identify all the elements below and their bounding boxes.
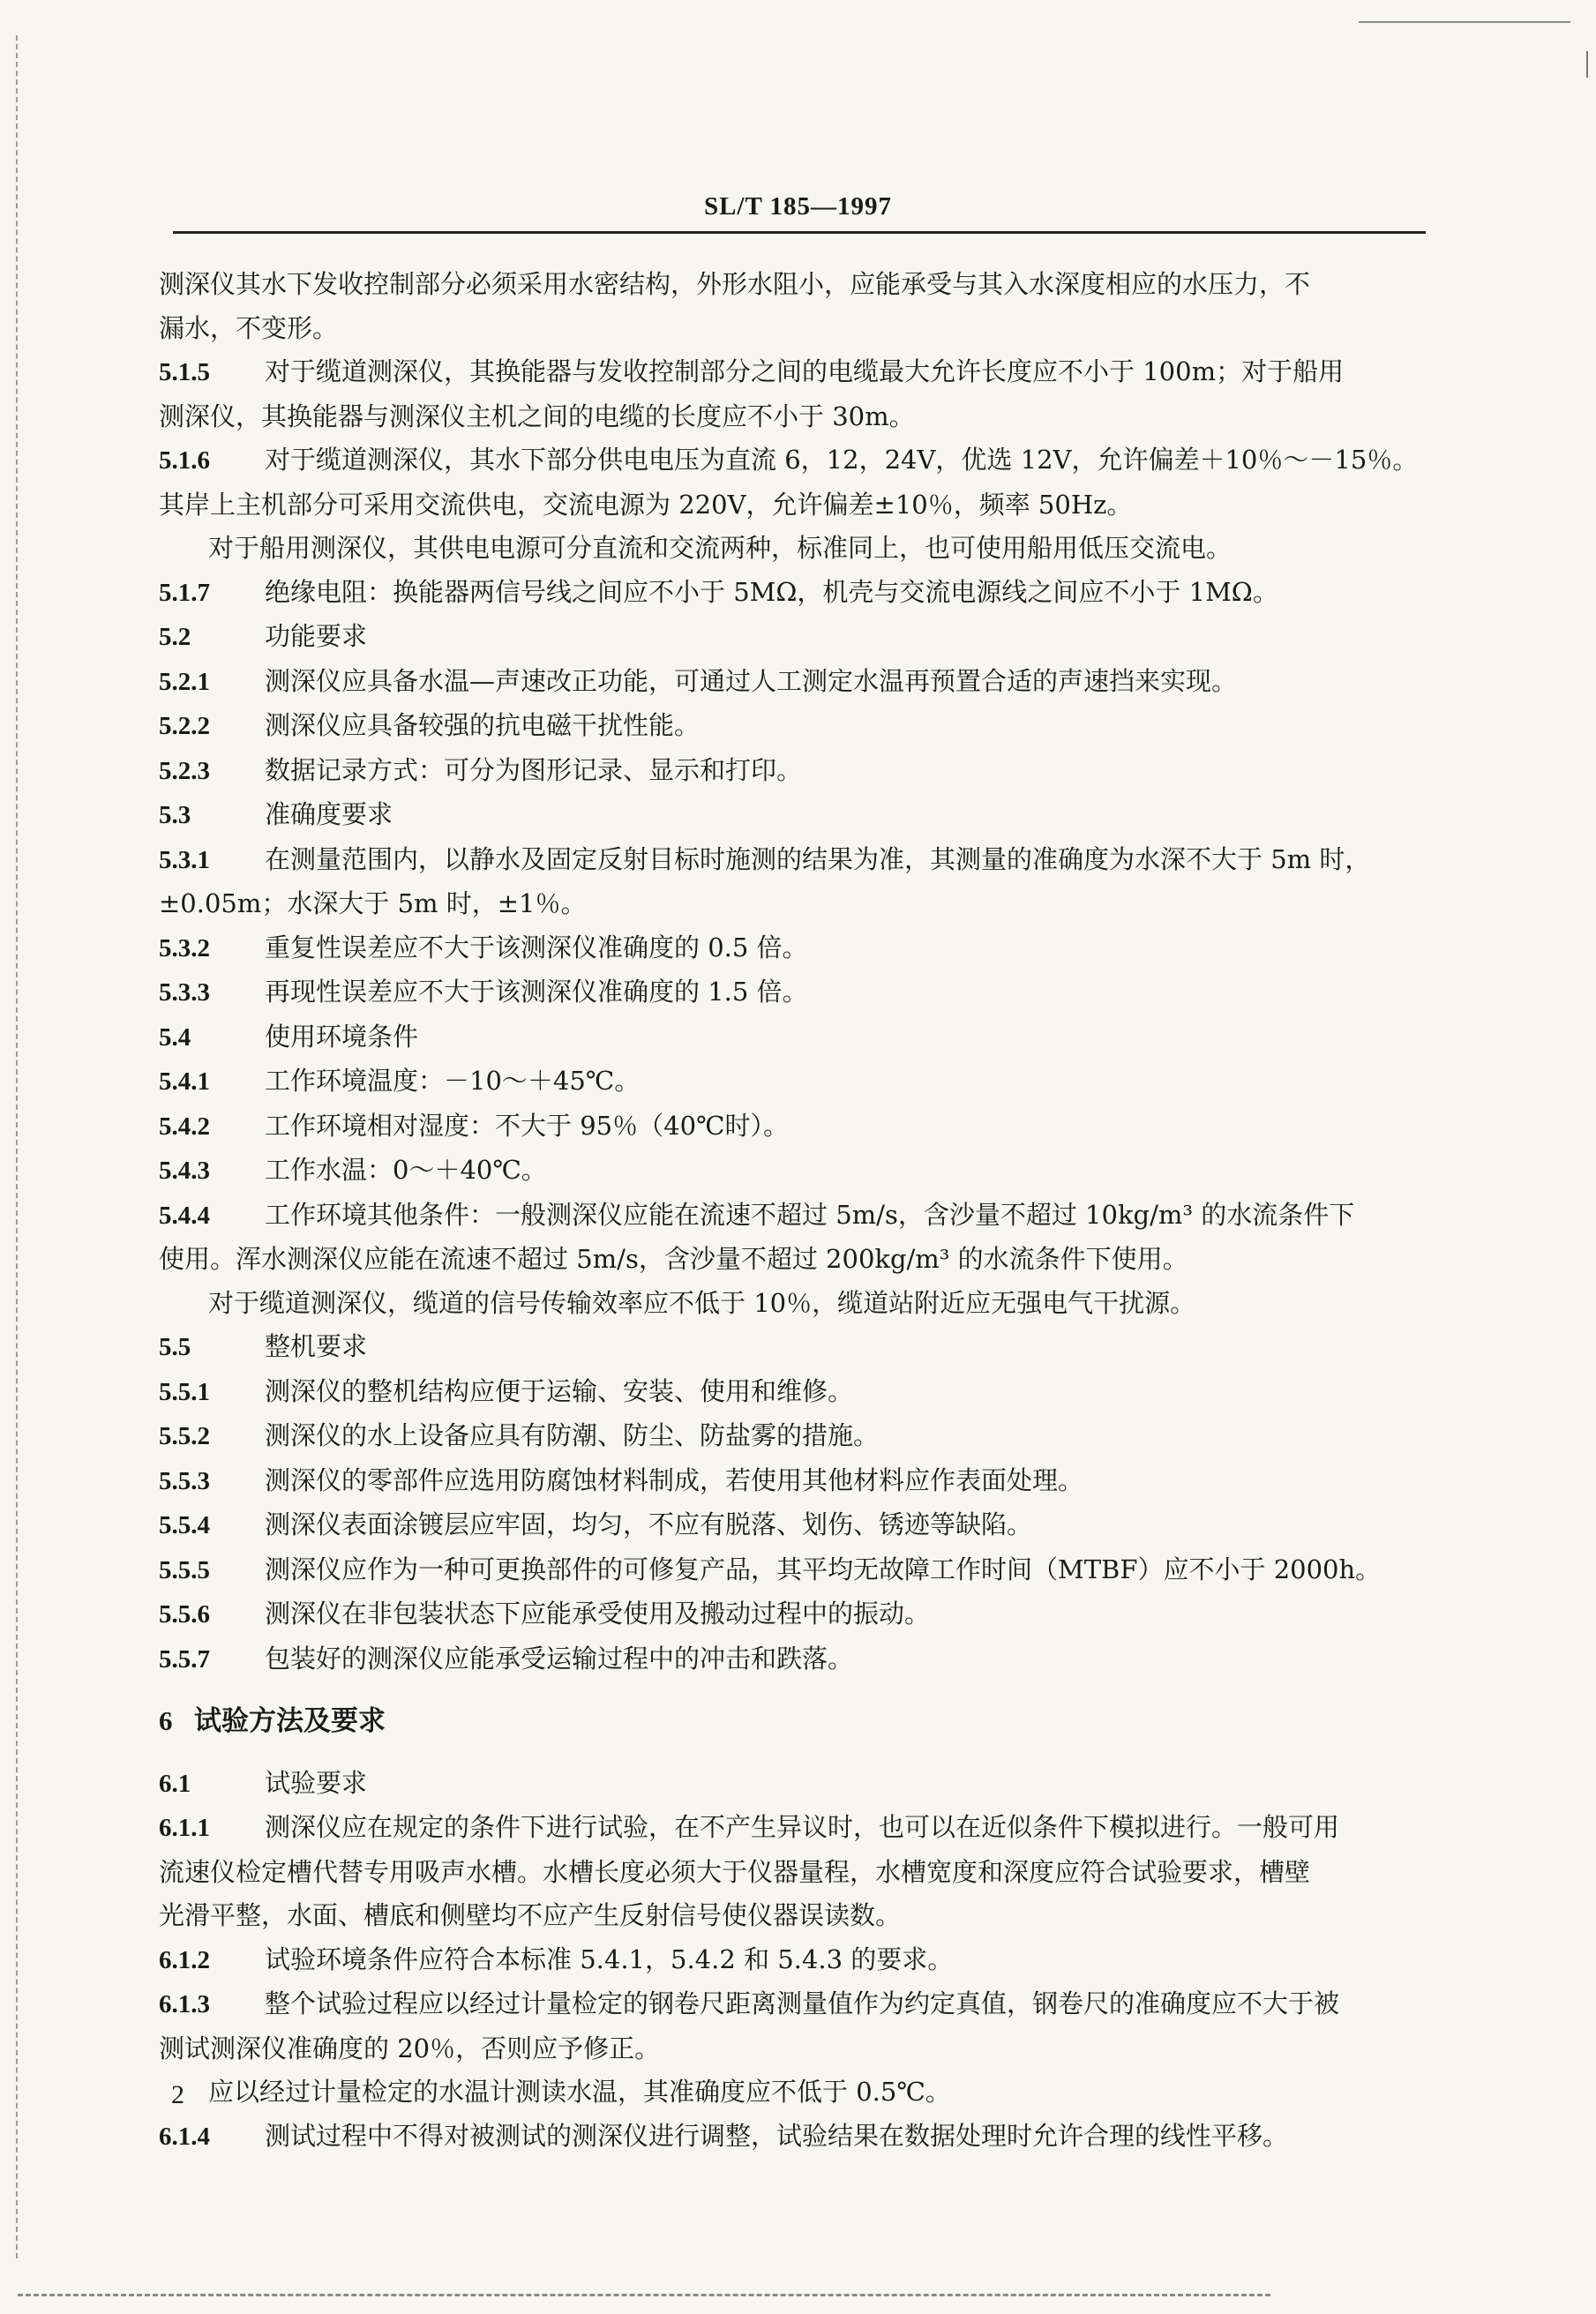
- clause-text: 对于船用测深仪，其供电电源可分直流和交流两种，标准同上，也可使用船用低压交流电。: [208, 533, 1233, 563]
- clause-text: 数据记录方式：可分为图形记录、显示和打印。: [265, 754, 803, 785]
- scan-mark-right: [1586, 51, 1588, 78]
- scan-edge-top: [1359, 21, 1570, 23]
- clause-number: 5.5.7: [159, 1644, 210, 1674]
- clause-text: 工作水温：0～＋40℃。: [265, 1155, 547, 1185]
- clause-number: 5.3: [159, 801, 191, 829]
- clause-line: [159, 1325, 1438, 1370]
- text-line: [159, 1282, 1438, 1326]
- clause-text: 测深仪表面涂镀层应牢固，均匀，不应有脱落、划伤、锈迹等缺陷。: [265, 1509, 1033, 1539]
- clause-line: [159, 1105, 1438, 1150]
- clause-line: [159, 1592, 1438, 1637]
- clause-text: 包装好的测深仪应能承受运输过程中的冲击和跌落。: [265, 1643, 854, 1674]
- clause-text: 测试测深仪准确度的 20％，否则应予修正。: [159, 2033, 661, 2063]
- clause-text: 整机要求: [265, 1331, 368, 1361]
- clause-number: 5.5.1: [159, 1377, 210, 1406]
- clause-line: [159, 2115, 1438, 2160]
- clause-number: 5.5.3: [159, 1466, 210, 1495]
- page-number: 2: [171, 2080, 184, 2109]
- clause-text: 测深仪应具备水温—声速改正功能，可通过人工测定水温再预置合适的声速挡来实现。: [265, 665, 1238, 696]
- clause-number: 5.4.1: [159, 1067, 210, 1096]
- clause-number: 5.3.3: [159, 978, 210, 1007]
- text-line: [159, 263, 1438, 307]
- text-line: [159, 1851, 1438, 1895]
- clause-text: 工作环境其他条件：一般测深仪应能在流速不超过 5m/s，含沙量不超过 10kg/m³ 的水流条件下: [265, 1199, 1355, 1230]
- clause-text: 光滑平整，水面、槽底和侧壁均不应产生反射信号使仪器误读数。: [159, 1900, 902, 1930]
- text-line: [159, 882, 1438, 926]
- clause-text: ±0.05m；水深大于 5m 时，±1％。: [159, 888, 587, 918]
- clause-text: 对于缆道测深仪，其换能器与发收控制部分之间的电缆最大允许长度应不小于 100m；对于船用: [265, 356, 1345, 386]
- clause-line: [159, 438, 1438, 483]
- clause-line: [159, 1806, 1438, 1851]
- clause-text: 测深仪应作为一种可更换部件的可修复产品，其平均无故障工作时间（MTBF）应不小于 2000h。: [265, 1554, 1382, 1584]
- section-6-clauses: [159, 1762, 1438, 2160]
- clause-line: [159, 660, 1438, 705]
- clause-text: 测深仪应在规定的条件下进行试验，在不产生异议时，也可以在近似条件下模拟进行。一般可用: [265, 1812, 1340, 1842]
- text-line: [159, 2071, 1438, 2115]
- clause-text: 准确度要求: [265, 799, 393, 829]
- text-line: [159, 395, 1438, 439]
- clause-number: 6.1.2: [159, 1945, 210, 1974]
- clause-text: 工作环境温度：－10～＋45℃。: [265, 1066, 641, 1096]
- clause-line: [159, 1370, 1438, 1415]
- clause-text: 整个试验过程应以经过计量检定的钢卷尺距离测量值作为约定真值，钢卷尺的准确度应不大于被: [265, 1988, 1340, 2018]
- clause-line: [159, 1503, 1438, 1548]
- clause-text: 对于缆道测深仪，缆道的信号传输效率应不低于 10％，缆道站附近应无强电气干扰源。: [208, 1287, 1196, 1318]
- clause-text: 测深仪应具备较强的抗电磁干扰性能。: [265, 710, 701, 740]
- text-line: [159, 2027, 1438, 2071]
- clause-line: [159, 749, 1438, 794]
- clause-number: 6.1.4: [159, 2122, 210, 2151]
- clause-number: 5.1.6: [159, 446, 210, 475]
- section-6-heading: 试验方法及要求: [194, 1705, 386, 1737]
- clause-number: 5.1.7: [159, 578, 210, 607]
- clause-text: 绝缘电阻：换能器两信号线之间应不小于 5MΩ，机壳与交流电源线之间应不小于 1MΩ。: [265, 576, 1278, 607]
- clause-number: 6.1.1: [159, 1814, 210, 1842]
- clause-number: 5.3.2: [159, 933, 210, 962]
- text-line: [159, 483, 1438, 528]
- clause-line: [159, 1938, 1438, 1983]
- clause-number: 6.1.3: [159, 1990, 210, 2018]
- clause-number: 5.4.4: [159, 1201, 210, 1230]
- clause-text: 工作环境相对湿度：不大于 95％（40℃时）。: [265, 1110, 789, 1141]
- clause-number: 5.2.2: [159, 712, 210, 740]
- clause-text: 使用环境条件: [265, 1021, 419, 1052]
- clause-number: 5.4: [159, 1022, 191, 1052]
- clause-line: [159, 1548, 1438, 1593]
- clause-text: 测深仪其水下发收控制部分必须采用水密结构，外形水阻小，应能承受与其入水深度相应的水压力，不: [159, 269, 1311, 299]
- clause-text: 测深仪，其换能器与测深仪主机之间的电缆的长度应不小于 30m。: [159, 401, 915, 431]
- text-line: [159, 1894, 1438, 1938]
- clause-line: [159, 1762, 1438, 1807]
- clause-text: 测深仪的零部件应选用防腐蚀材料制成，若使用其他材料应作表面处理。: [265, 1464, 1084, 1495]
- clause-text: 试验环境条件应符合本标准 5.4.1，5.4.2 和 5.4.3 的要求。: [265, 1943, 954, 1974]
- clause-line: [159, 838, 1438, 883]
- clause-line: [159, 571, 1438, 616]
- clause-line: [159, 1459, 1438, 1504]
- clause-text: 测试过程中不得对被测试的测深仪进行调整，试验结果在数据处理时允许合理的线性平移。: [265, 2120, 1289, 2151]
- section-5-clauses: [159, 263, 1438, 1681]
- clause-text: 漏水，不变形。: [159, 312, 339, 343]
- clause-number: 5.2.3: [159, 756, 210, 785]
- scan-edge-bottom: [18, 2294, 1270, 2296]
- running-header: SL/T 185—1997: [703, 192, 893, 221]
- scan-edge-left: [16, 35, 18, 2258]
- text-line: [159, 527, 1438, 571]
- clause-text: 重复性误差应不大于该测深仪准确度的 0.5 倍。: [265, 932, 808, 962]
- clause-line: [159, 793, 1438, 838]
- clause-line: [159, 926, 1438, 971]
- clause-line: [159, 1194, 1438, 1239]
- clause-line: [159, 1982, 1438, 2027]
- clause-text: 流速仪检定槽代替专用吸声水槽。水槽长度必须大于仪器量程，水槽宽度和深度应符合试验要求，槽壁: [159, 1856, 1311, 1887]
- clause-line: [159, 1637, 1438, 1682]
- clause-number: 5.4.2: [159, 1112, 210, 1141]
- clause-text: 对于缆道测深仪，其水下部分供电电压为直流 6，12，24V，优选 12V，允许偏差＋10％～－15％。: [265, 445, 1419, 475]
- text-line: [159, 307, 1438, 351]
- clause-number: 5.5: [159, 1333, 191, 1361]
- section-6-number: 6: [159, 1705, 173, 1736]
- clause-text: 其岸上主机部分可采用交流供电，交流电源为 220V，允许偏差±10％，频率 50Hz。: [159, 489, 1133, 520]
- clause-line: [159, 970, 1438, 1015]
- text-line: [159, 1238, 1438, 1282]
- clause-text: 再现性误差应不大于该测深仪准确度的 1.5 倍。: [265, 977, 808, 1007]
- clause-line: [159, 704, 1438, 749]
- clause-line: [159, 1060, 1438, 1105]
- clause-line: [159, 350, 1438, 395]
- clause-text: 使用。浑水测深仪应能在流速不超过 5m/s，含沙量不超过 200kg/m³ 的水流条件下使用。: [159, 1244, 1188, 1274]
- clause-number: 5.5.6: [159, 1600, 210, 1629]
- clause-text: 应以经过计量检定的水温计测读水温，其准确度应不低于 0.5℃。: [208, 2077, 951, 2107]
- clause-text: 在测量范围内，以静水及固定反射目标时施测的结果为准，其测量的准确度为水深不大于 5m 时，: [265, 843, 1371, 874]
- page-body: [159, 263, 1438, 2159]
- clause-text: 测深仪的水上设备应具有防潮、防尘、防盐雾的措施。: [265, 1420, 880, 1450]
- clause-number: 5.2: [159, 623, 191, 651]
- clause-text: 功能要求: [265, 621, 368, 651]
- clause-text: 测深仪的整机结构应便于运输、安装、使用和维修。: [265, 1375, 854, 1406]
- clause-number: 5.1.5: [159, 358, 210, 386]
- clause-number: 5.5.5: [159, 1555, 210, 1584]
- clause-line: [159, 1414, 1438, 1459]
- clause-line: [159, 1015, 1438, 1060]
- clause-number: 5.5.2: [159, 1422, 210, 1450]
- clause-line: [159, 615, 1438, 660]
- clause-number: 6.1: [159, 1769, 191, 1798]
- clause-text: 测深仪在非包装状态下应能承受使用及搬动过程中的振动。: [265, 1599, 931, 1629]
- section-6-title: [159, 1699, 1438, 1744]
- clause-number: 5.5.4: [159, 1511, 210, 1539]
- clause-number: 5.4.3: [159, 1157, 210, 1185]
- clause-line: [159, 1149, 1438, 1194]
- clause-number: 5.3.1: [159, 845, 210, 874]
- clause-number: 5.2.1: [159, 667, 210, 696]
- clause-text: 试验要求: [265, 1767, 368, 1798]
- header-rule: [173, 231, 1426, 234]
